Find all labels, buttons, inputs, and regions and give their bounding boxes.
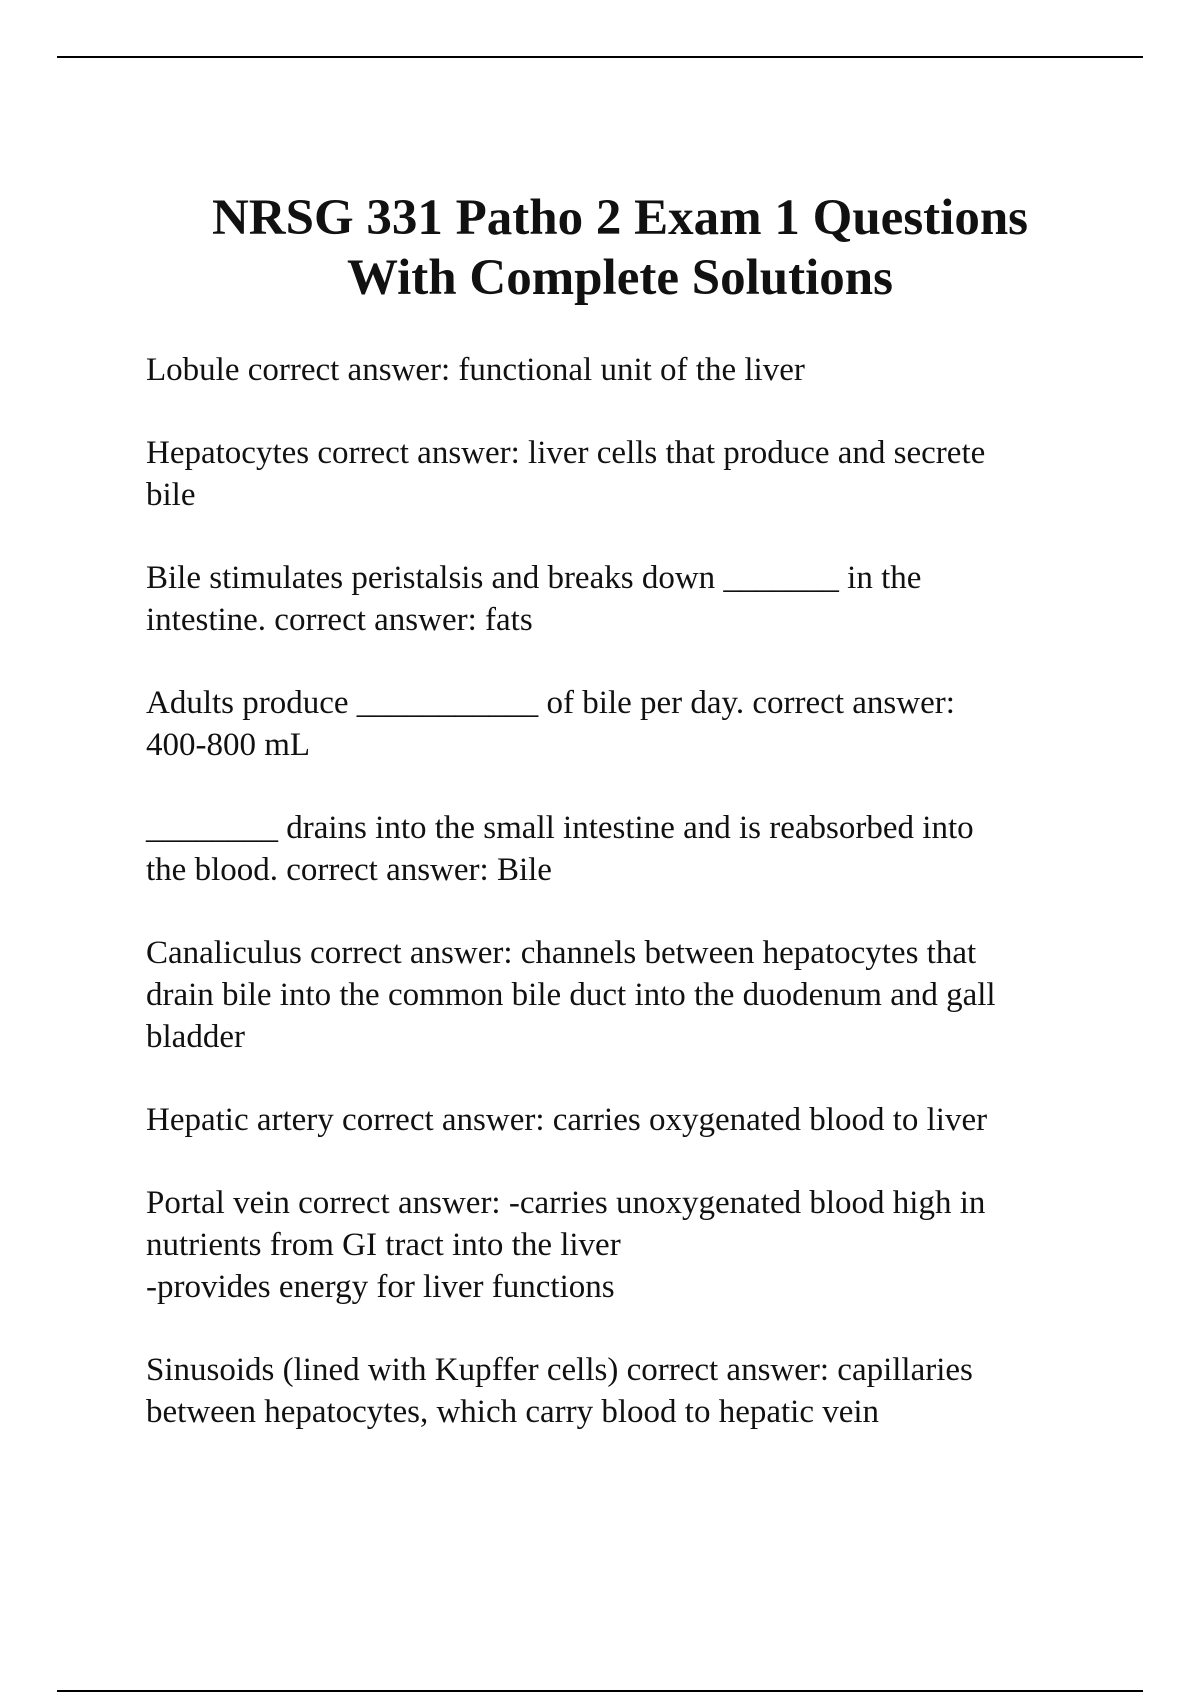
- qa-entry-bile-reabsorbed: [146, 807, 1136, 891]
- entry-line: Hepatic artery correct answer: carries oxygenated blood to liver: [146, 1102, 988, 1138]
- qa-entry-hepatic-artery: [146, 1099, 1136, 1141]
- top-rule: [57, 56, 1143, 58]
- entry-line: Hepatocytes correct answer: liver cells that produce and secrete: [146, 435, 986, 471]
- entry-line: between hepatocytes, which carry blood to hepatic vein: [146, 1394, 880, 1430]
- entry-line: Sinusoids (lined with Kupffer cells) correct answer: capillaries: [146, 1352, 973, 1388]
- entry-line: bile: [146, 477, 196, 513]
- entry-line: nutrients from GI tract into the liver: [146, 1227, 621, 1263]
- entry-line: bladder: [146, 1019, 245, 1055]
- entry-line: Lobule correct answer: functional unit of the liver: [146, 352, 805, 388]
- entry-line: ________ drains into the small intestine and is reabsorbed into: [146, 810, 974, 846]
- entry-line: -provides energy for liver functions: [146, 1269, 615, 1305]
- bottom-rule: [57, 1690, 1143, 1692]
- entry-line: drain bile into the common bile duct into the duodenum and gall: [146, 977, 996, 1013]
- qa-entry-bile-volume: [146, 682, 1136, 766]
- entry-line: Portal vein correct answer: -carries unoxygenated blood high in: [146, 1185, 986, 1221]
- qa-list: [146, 349, 1136, 1474]
- entry-line: intestine. correct answer: fats: [146, 602, 533, 638]
- qa-entry-sinusoids: [146, 1349, 1136, 1433]
- entry-line: the blood. correct answer: Bile: [146, 852, 552, 888]
- qa-entry-lobule: [146, 349, 1136, 391]
- qa-entry-bile-fats: [146, 557, 1136, 641]
- qa-entry-canaliculus: [146, 932, 1136, 1058]
- qa-entry-hepatocytes: [146, 432, 1136, 516]
- title-line: With Complete Solutions: [347, 250, 893, 306]
- entry-line: Bile stimulates peristalsis and breaks down _______ in the: [146, 560, 922, 596]
- title-line: NRSG 331 Patho 2 Exam 1 Questions: [211, 190, 1029, 246]
- qa-entry-portal-vein: [146, 1182, 1136, 1308]
- entry-line: Canaliculus correct answer: channels between hepatocytes that: [146, 935, 977, 971]
- document-title: [100, 188, 1140, 308]
- entry-line: 400-800 mL: [146, 727, 311, 763]
- entry-line: Adults produce ___________ of bile per day. correct answer:: [146, 685, 955, 721]
